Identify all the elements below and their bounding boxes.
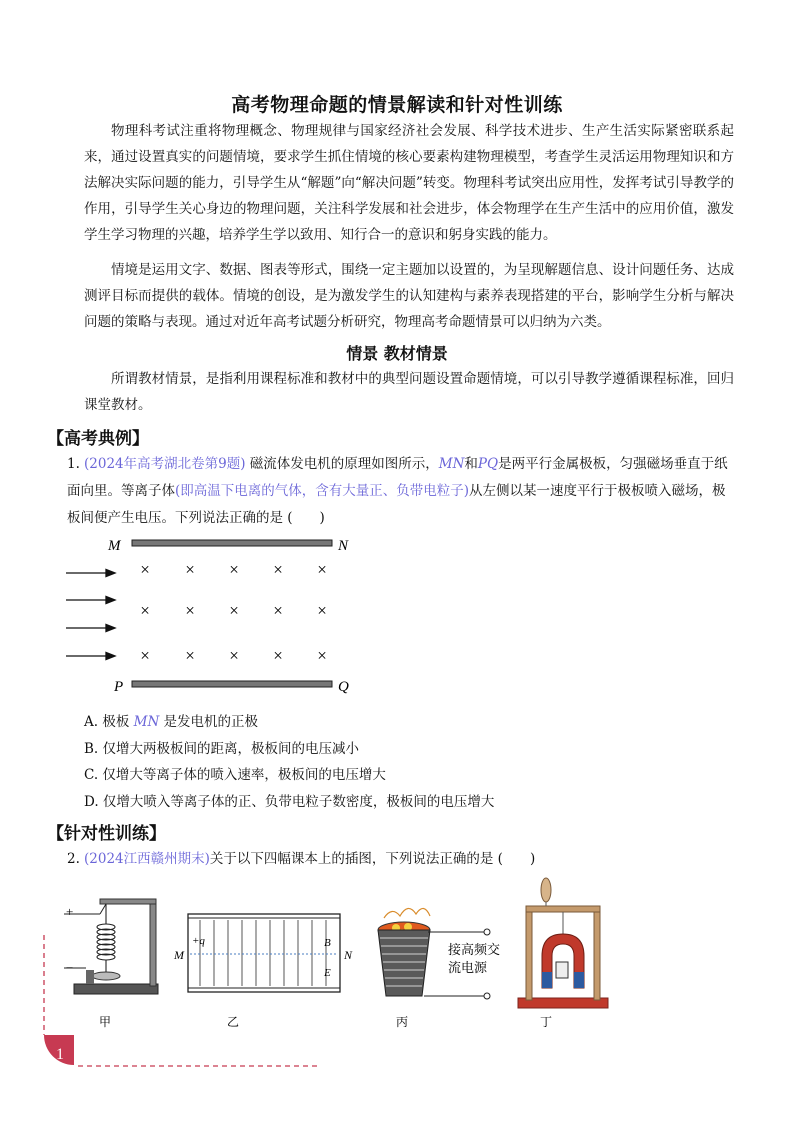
aluminum-frame	[556, 962, 568, 978]
svg-text:×: ×	[185, 646, 195, 665]
svg-text:×: ×	[273, 601, 283, 620]
page-title: 高考物理命题的情景解读和针对性训练	[231, 94, 563, 116]
plasma-note: (即高温下电离的气体，含有大量正、负带电粒子)	[175, 483, 470, 499]
svg-text:×: ×	[317, 560, 327, 579]
svg-text:×: ×	[185, 560, 195, 579]
svg-text:B: B	[324, 937, 331, 949]
plate-label-p: P	[114, 679, 124, 695]
svg-text:×: ×	[229, 601, 239, 620]
intro-paragraph-1: 物理科考试注重将物理概念、物理规律与国家经济社会发展、科学技术进步、生产生活实际紧密联系起来，通过设置真实的问题情境，要求学生抓住情境的核心要素构建物理模型，考查学生灵活运用物理知识和方法解决实际问题的能力，引导学生从“解题”向“解决问题”转变。物理科考试突出应用性，发挥考试引导教学的作用，引导学生关心身边的物理问题，关注科学发展和社会进步，体会物理学在生产生活中的应用价值，激发学生学习物理的兴趣，培养学生学以致用、知行合一的意识和躬身实践的能力。	[84, 123, 734, 243]
charge-label: +q	[192, 935, 205, 947]
section-heading-examples: 【高考典例】	[47, 429, 149, 449]
svg-text:×: ×	[140, 601, 150, 620]
svg-text:×: ×	[140, 560, 150, 579]
question-source: (2024江西赣州期末)	[84, 851, 210, 867]
svg-text:N: N	[344, 948, 353, 962]
svg-text:×: ×	[140, 646, 150, 665]
question-1: 1. (2024年高考湖北卷第9题) 磁流体发电机的原理如图所示，MN和PQ是两平行金属极板，匀强磁场垂直于纸面向里。等离子体(即高温下电离的气体，含有大量正、负带电粒子)从左侧以某一速度平行于极板喷入磁场，极板间便产生电压。下列说法正确的是 ( )	[67, 451, 735, 532]
question-2: 2. (2024江西赣州期末)关于以下四幅课本上的插图，下列说法正确的是 ( )	[67, 846, 735, 873]
svg-text:×: ×	[273, 560, 283, 579]
plate-label-q: Q	[338, 679, 349, 695]
plate-label-n: N	[338, 538, 349, 554]
page-corner-decoration	[38, 935, 328, 1075]
question-source: (2024年高考湖北卷第9题)	[84, 456, 246, 472]
section-heading-training: 【针对性训练】	[47, 824, 166, 844]
svg-text:E: E	[324, 967, 331, 979]
figure-ding-magnet-frame	[518, 878, 608, 1008]
plate-mn	[132, 540, 332, 546]
option-a: A. 极板 MN 是发电机的正极	[84, 714, 259, 730]
plate-pq	[132, 681, 332, 687]
svg-text:×: ×	[317, 646, 327, 665]
question-number: 2.	[67, 851, 80, 867]
svg-text:×: ×	[229, 646, 239, 665]
svg-text:×: ×	[229, 560, 239, 579]
intro-paragraph-2: 情境是运用文字、数据、图表等形式，围绕一定主题加以设置的，为呈现解题信息、设计问题任务、达成测评目标而提供的载体。情境的创设，是为激发学生的认知建构与素养表现搭建的平台，影响学生分析与解决问题的策略与表现。通过对近年高考试题分析研究，物理高考命题情景可以归纳为六类。	[84, 262, 734, 330]
page-number: 1	[56, 1046, 64, 1063]
svg-text:×: ×	[185, 601, 195, 620]
option-c: C. 仅增大等离子体的喷入速率，极板间的电压增大	[84, 767, 386, 783]
source-label-line1: 接高频交	[448, 942, 501, 957]
plate-pq-label: PQ	[477, 456, 499, 472]
arrow-2	[106, 597, 115, 604]
caption-ding: 丁	[539, 1015, 553, 1029]
mhd-generator-figure	[60, 533, 360, 698]
caption-yi: 乙	[226, 1015, 240, 1029]
source-label-line2: 流电源	[448, 960, 488, 975]
svg-text:×: ×	[317, 601, 327, 620]
terminal-minus: −	[66, 960, 74, 975]
svg-text:×: ×	[273, 646, 283, 665]
caption-bing: 丙	[395, 1015, 409, 1029]
option-b: B. 仅增大两极板间的距离，极板间的电压减小	[84, 741, 360, 757]
svg-text:M: M	[174, 948, 184, 962]
figure-bing-induction-furnace	[378, 908, 500, 999]
caption-jia: 甲	[98, 1015, 112, 1029]
magnetic-field-crosses	[140, 560, 327, 665]
question-number: 1.	[67, 456, 80, 472]
option-d: D. 仅增大喷入等离子体的正、负带电粒子数密度，极板间的电压增大	[84, 794, 495, 810]
terminal-plus: +	[66, 904, 74, 919]
plasma-arrows	[66, 570, 115, 660]
arrow-1	[106, 570, 115, 577]
arrow-3	[106, 625, 115, 632]
arrow-4	[106, 653, 115, 660]
plate-mn-label: MN	[438, 456, 465, 472]
section-subtitle: 情景 教材情景	[346, 344, 448, 363]
subtitle-paragraph: 所谓教材情景，是指利用课程标准和教材中的典型问题设置命题情境，可以引导教学遵循课程标准，回归课堂教材。	[84, 371, 734, 413]
plate-label-m: M	[108, 538, 121, 554]
